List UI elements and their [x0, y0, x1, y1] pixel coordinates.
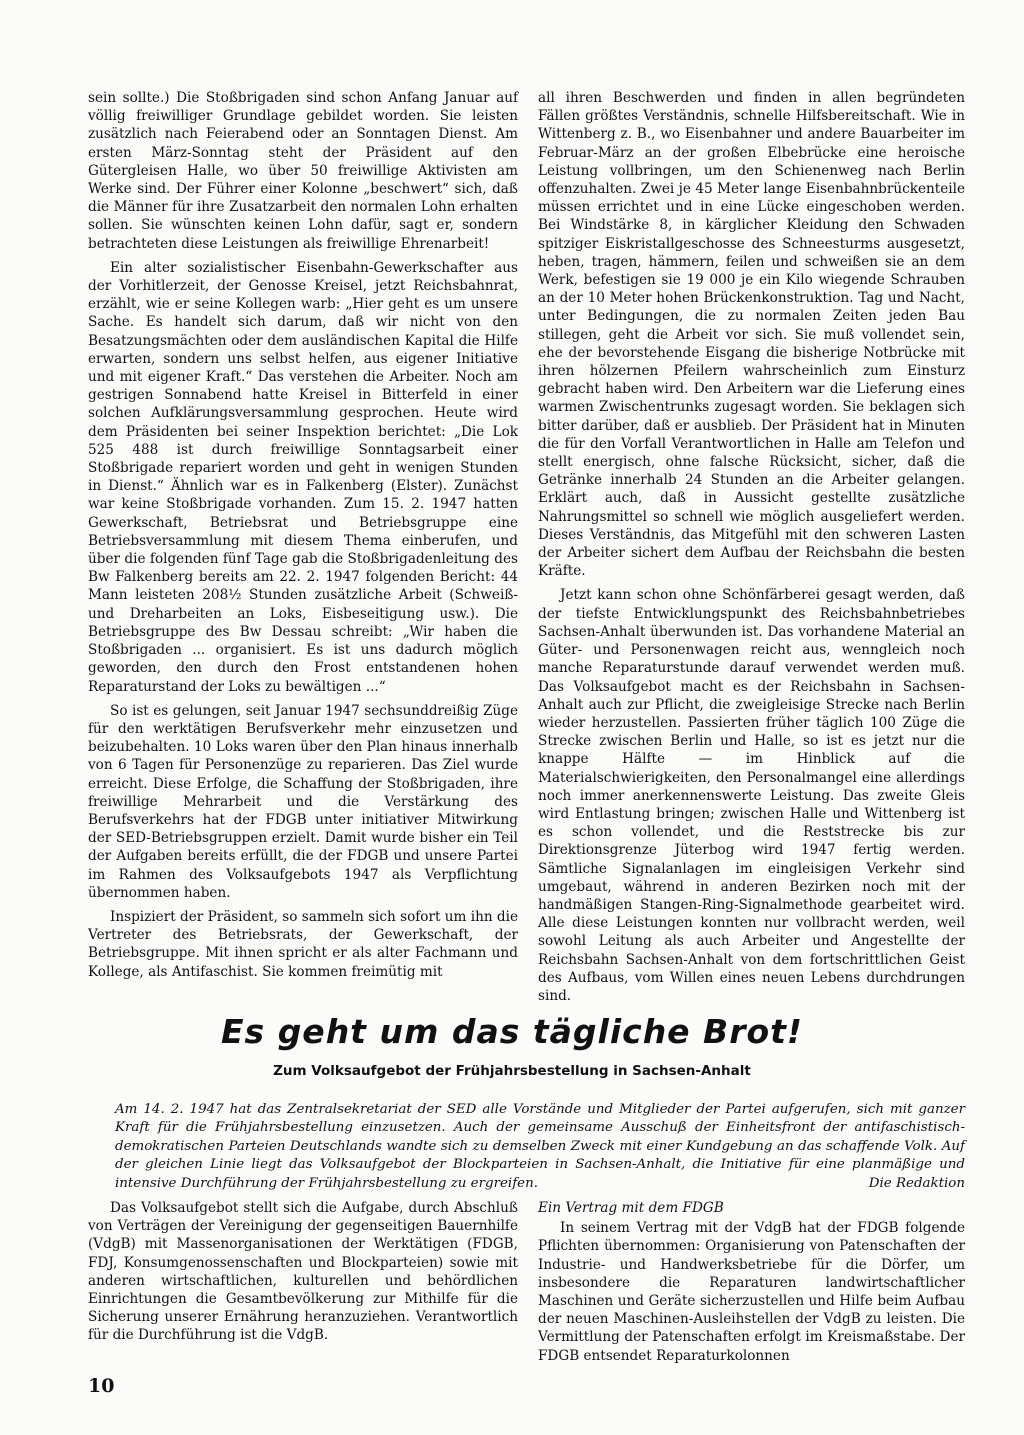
article-subheadline: Zum Volksaufgebot der Frühjahrsbestellung in Sachsen-Anhalt: [273, 1063, 751, 1079]
intro-signature: Die Redaktion: [868, 1175, 965, 1191]
right-paragraph-1: all ihren Beschwerden und finden in allen begründeten Fällen größtes Verständnis, schnelle Hilfsbereitschaft. Wie in Wittenberg z. B., wo Eisenbahner und andere Bauarbeiter im Februar-März an der großen Elbebrücke eine heroische Leistung vollbringen, um den Schienenweg nach Berlin offenzuhalten. Zwei je 45 Meter lange Eisenbahnbrückenteile müssen errichtet und in eine Lücke eingeschoben werden. Bei Windstärke 8, in kärglicher Kleidung den Schwaden spitziger Eiskristallgeschosse des Schneesturms ausgesetzt, heben, tragen, hämmern, feilen und schweißen sie an dem Werk, befestigen sie 19 000 je ein Kilo wiegende Schrauben an der 10 Meter hohen Brückenkonstruktion. Tag und Nacht, unter Bedingungen, die zu normalen Zeiten jeden Bau stillegen, geht die Arbeit vor sich. Sie muß vollendet sein, ehe der bevorstehende Eisgang die bisherige Notbrücke mit ihren hölzernen Pfeilern wahrscheinlich zum Einsturz gebracht haben wird. Den Arbeitern war die Lieferung eines warmen Zwischentrunks zugesagt worden. Sie beklagen sich bitter darüber, daß er ausblieb. Der Präsident hat in Minuten die für den Vorfall Verantwortlichen in Halle am Telefon und stellt energisch, ohne falsche Rücksicht, sicher, daß die Getränke innerhalb 24 Stunden an die Arbeiter gelangen. Erklärt auch, daß in Aussicht gestellte zusätzliche Nahrungsmittel so schnell wie möglich ausgeliefert werden. Dieses Verständnis, das Mitgefühl mit den schweren Lasten der Arbeiter sichert dem Aufbau der Reichsbahn die besten Kräfte.: [538, 90, 965, 580]
left-paragraph-1: sein sollte.) Die Stoßbrigaden sind schon Anfang Januar auf völlig freiwilliger Grundlage gebildet worden. Sie leisten zusätzlich nach Feierabend oder an Sonntagen Dienst. Am ersten März-Sonntag steht der Präsident auf den Gütergleisen Halle, wo über 50 freiwillige Aktivisten am Werke sind. Der Führer einer Kolonne „beschwert“ sich, daß die Männer für ihre Zusatzarbeit den normalen Lohn erhalten sollen. Sie wünschten keinen Lohn dafür, sagt er, sondern betrachteten diese Leistungen als freiwillige Ehrenarbeit!: [88, 90, 518, 252]
article-right-column: [538, 1199, 965, 1371]
article-right-subhead: Ein Vertrag mit dem FDGB: [538, 1200, 724, 1216]
article-headline: Es geht um das tägliche Brot!: [221, 1012, 803, 1051]
right-text-column: [538, 89, 965, 1011]
article-left-column: [88, 1199, 518, 1351]
right-paragraph-2: Jetzt kann schon ohne Schönfärberei gesagt werden, daß der tiefste Entwicklungspunkt des Reichsbahnbetriebes Sachsen-Anhalt überwunden ist. Das vorhandene Material an Güter- und Personenwagen reicht aus, wenngleich noch manche Reparaturstunde darauf verwendet werden muß. Das Volksaufgebot macht es der Reichsbahn in Sachsen-Anhalt auch zur Pflicht, die zweigleisige Strecke nach Berlin wieder herzustellen. Passierten früher täglich 100 Züge die Strecke zwischen Berlin und Halle, so ist es jetzt nur die knappe Hälfte — im Hinblick auf die Materialschwierigkeiten, den Personalmangel eine allerdings noch immer anerkennenswerte Leistung. Das zweite Gleis wird Entlastung bringen; zwischen Halle und Wittenberg ist es schon vollendet, und die Reststrecke bis zur Direktionsgrenze Jüterbog wird 1947 fertig werden. Sämtliche Signalanlagen im eingleisigen Verkehr sind umgebaut, während in anderen Bezirken noch mit der handmäßigen Stangen-Ring-Signalmethode gearbeitet wird. Alle diese Leistungen konnten nur vollbracht werden, weil sowohl Leitung als auch Arbeiter und Angestellte der Reichsbahn Sachsen-Anhalt von dem fortschrittlichen Geist des Aufbaus, vom Willen eines neuen Lebens durchdrungen sind.: [538, 587, 965, 1004]
page-number: 10: [88, 1375, 115, 1397]
left-text-column: [88, 89, 518, 987]
article-intro: [115, 1101, 965, 1193]
left-paragraph-4: Inspiziert der Präsident, so sammeln sich sofort um ihn die Vertreter des Betriebsrats, der Gewerkschaft, der Betriebsgruppe. Mit ihnen spricht er als alter Fachmann und Kollege, als Antifaschist. Sie kommen freimütig mit: [88, 908, 518, 980]
left-paragraph-3: So ist es gelungen, seit Januar 1947 sechsunddreißig Züge für den werktätigen Berufsverkehr mehr einzusetzen und beizubehalten. 10 Loks waren über den Plan hinaus innerhalb von 6 Tagen für Personenzüge zu reparieren. Das Ziel wurde erreicht. Diese Erfolge, die Schaffung der Stoßbrigaden, ihre freiwillige Mehrarbeit und die Verstärkung des Berufsverkehrs hat der FDGB unter initiativer Mitwirkung der SED-Betriebsgruppen erzielt. Damit wurde bisher ein Teil der Aufgaben bereits erfüllt, die der FDGB und unsere Partei im Rahmen des Volksaufgebots 1947 als Verpflichtung übernommen haben.: [88, 702, 518, 901]
intro-text: Am 14. 2. 1947 hat das Zentralsekretariat der SED alle Vorstände und Mitglieder der Partei aufgerufen, sich mit ganzer Kraft für die Frühjahrsbestellung einzusetzen. Auch der gemeinsame Ausschuß der Einheitsfront der antifaschistisch-demokratischen Parteien Deutschlands wandte sich zu demselben Zweck mit einer Kundgebung an das schaffende Volk. Auf der gleichen Linie liegt das Volksaufgebot der Blockparteien in Sachsen-Anhalt, die Initiative für eine planmäßige und intensive Durchführung der Frühjahrsbestellung zu ergreifen.: [115, 1102, 965, 1191]
left-paragraph-2: Ein alter sozialistischer Eisenbahn-Gewerkschafter aus der Vorhitlerzeit, der Genosse Kreisel, jetzt Reichsbahnrat, erzählt, wie er seine Kollegen warb: „Hier geht es um unsere Sache. Es handelt sich darum, daß wir nicht von den Besatzungsmächten oder dem ausländischen Kapital die Hilfe erwarten, sondern uns selbst helfen, aus eigener Initiative und mit eigener Kraft.“ Das verstehen die Arbeiter. Noch am gestrigen Sonnabend hatte Kreisel in Bitterfeld in einer solchen Aufklärungsversammlung gesprochen. Heute wird dem Präsidenten bei seiner Inspektion berichtet: „Die Lok 525 488 ist durch freiwillige Sonntagsarbeit einer Stoßbrigade repariert worden und geht in wenigen Stunden in Dienst.“ Ähnlich war es in Falkenberg (Elster). Zunächst war keine Stoßbrigade vorhanden. Zum 15. 2. 1947 hatten Gewerkschaft, Betriebsrat und Betriebsgruppe eine Betriebsversammlung mit diesem Thema einberufen, und über die folgenden fünf Tage gab die Stoßbrigadenleitung des Bw Falkenberg bereits am 22. 2. 1947 folgenden Bericht: 44 Mann leisteten 208½ Stunden zusätzliche Arbeit (Schweiß- und Dreharbeiten an Loks, Eisbeseitigung usw.). Die Betriebsgruppe des Bw Dessau schreibt: „Wir haben die Stoßbrigaden ... organisiert. Es ist uns dadurch möglich geworden, den durch den Frost entstandenen hohen Reparaturstand der Loks zu bewältigen ...“: [88, 259, 518, 695]
article-right-paragraph: In seinem Vertrag mit der VdgB hat der FDGB folgende Pflichten übernommen: Organisierung von Patenschaften der Industrie- und Handwerksbetriebe für die Dörfer, um insbesondere die Reparaturen landwirtschaftlicher Maschinen und Geräte sicherzustellen und Hilfe beim Aufbau der neuen Maschinen-Ausleihstellen der VdgB zu leisten. Die Vermittlung der Patenschaften erfolgt im Kreismaßstabe. Der FDGB entsendet Reparaturkolonnen: [538, 1220, 965, 1364]
article-left-paragraph: Das Volksaufgebot stellt sich die Aufgabe, durch Abschluß von Verträgen der Vereinigung der gegenseitigen Bauernhilfe (VdgB) mit Massenorganisationen der Werktätigen (FDGB, FDJ, Konsumgenossenschaften und Blockparteien) sowie mit anderen wirtschaftlichen, kulturellen und behördlichen Einrichtungen die Gesamtbevölkerung zur Mithilfe für die Sicherung unserer Ernährung heranzuziehen. Verantwortlich für die Durchführung ist die VdgB.: [88, 1200, 518, 1344]
